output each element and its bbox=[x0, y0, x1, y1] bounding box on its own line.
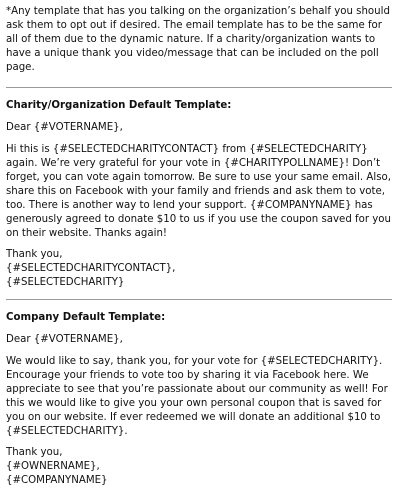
charity-template-title: Charity/Organization Default Template: bbox=[6, 100, 232, 111]
company-template-title: Company Default Template: bbox=[6, 312, 166, 323]
company-template-greeting: Dear {#VOTERNAME}, bbox=[6, 334, 123, 345]
charity-template-section bbox=[6, 88, 392, 299]
signoff-line: {#COMPANYNAME} bbox=[6, 475, 108, 486]
signoff-line: {#SELECTEDCHARITYCONTACT}, bbox=[6, 263, 176, 274]
charity-template-signoff bbox=[6, 248, 392, 290]
company-template-body: We would like to say, thank you, for your vote for {#SELECTEDCHARITY}. Encourage your friends to vote too by sharing it via Facebook here. We appreciate to see that you’re passionate about our community as well! For this we would like to give you your own personal coupon that is saved for you on our website. If ever redeemed we will donate an additional $10 to {#SELECTEDCHARITY}. bbox=[6, 356, 388, 437]
intro-note: *Any template that has you talking on the organization’s behalf you should ask them to opt out if desired. The email template has to be the same for all of them due to the dynamic nature. If a charity/organization wants to have a unique thank you video/message that can be included on the poll page. bbox=[6, 6, 390, 73]
company-template-signoff bbox=[6, 446, 392, 488]
signoff-line: Thank you, bbox=[6, 249, 63, 260]
company-template-section bbox=[6, 300, 392, 497]
signoff-line: Thank you, bbox=[6, 447, 63, 458]
signoff-line: {#OWNERNAME}, bbox=[6, 461, 100, 472]
charity-template-body: Hi this is {#SELECTEDCHARITYCONTACT} from {#SELECTEDCHARITY} again. We’re very grateful for your vote in {#CHARITYPOLLNAME}! Don’t forget, you can vote again tomorrow. Be sure to use your same email. Also, share this on Facebook with your family and friends and ask them to vote, too. There is another way to lend your support. {#COMPANYNAME} has generously agreed to donate $10 to us if you use the coupon saved for you on their website. Thanks again! bbox=[6, 144, 391, 239]
charity-template-greeting: Dear {#VOTERNAME}, bbox=[6, 122, 123, 133]
signoff-line: {#SELECTEDCHARITY} bbox=[6, 277, 125, 288]
